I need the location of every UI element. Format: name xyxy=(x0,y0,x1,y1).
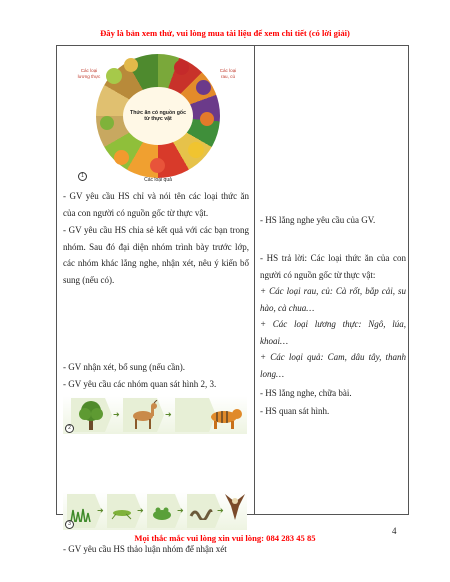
tiger-icon xyxy=(207,404,243,430)
student-step-1: - HS lắng nghe yêu cầu của GV. xyxy=(260,215,376,225)
food-spot xyxy=(196,80,211,95)
food-spot xyxy=(124,58,138,72)
figure-food-chain-2 xyxy=(63,396,247,434)
page-number: 4 xyxy=(392,526,397,536)
food-spot xyxy=(100,116,114,130)
arrow-right-icon: ➜ xyxy=(165,410,172,419)
student-column xyxy=(255,46,408,514)
food-spot xyxy=(106,68,122,84)
student-step-3: + Các loại rau, củ: Cà rốt, bắp cải, su hào, cà chua… xyxy=(260,286,406,313)
student-step-5: + Các loại quả: Cam, dâu tây, thanh long… xyxy=(260,352,406,379)
figure-plant-foods xyxy=(70,50,240,186)
arrow-right-icon: ➜ xyxy=(137,506,144,515)
teacher-step-5: - GV yêu cầu HS thảo luận nhóm để nhận xét xyxy=(63,544,227,554)
contact-banner-bottom: Mọi thắc mắc vui lòng xin vui lòng: 084 283 45 85 xyxy=(134,533,316,543)
preview-banner-top: Đây là bản xem thử, vui lòng mua tài liệu để xem chi tiết (có lời giải) xyxy=(100,28,350,38)
arrow-right-icon: ➜ xyxy=(217,506,224,515)
arrow-right-icon: ➜ xyxy=(97,506,104,515)
figure-number-3: 3 xyxy=(65,520,74,529)
teacher-step-1: - GV yêu cầu HS chỉ và nói tên các loại thức ăn của con người có nguồn gốc từ thực vật. xyxy=(63,191,249,218)
snake-icon xyxy=(189,506,213,520)
label-fruits: Các loại quả xyxy=(144,177,172,183)
teacher-step-4: - GV yêu cầu các nhóm quan sát hình 2, 3. xyxy=(63,379,217,389)
figure-number-1: 1 xyxy=(78,172,87,181)
teacher-step-2: - GV yêu cầu HS chia sẻ kết quả với các bạn trong nhóm. Sau đó đại diện nhóm trình bày trước lớp, các nhóm khác lắng nghe, nhận xét, nêu ý kiến bổ sung (nếu có). xyxy=(63,225,249,285)
student-step-7: - HS quan sát hình. xyxy=(260,406,330,416)
arrow-right-icon: ➜ xyxy=(113,410,120,419)
eagle-icon xyxy=(223,492,247,528)
student-step-2: - HS trả lời: Các loại thức ăn của con người có nguồn gốc từ thực vật: xyxy=(260,253,406,280)
tree-icon xyxy=(77,399,105,431)
grass-icon xyxy=(69,508,93,522)
food-spot xyxy=(150,158,165,173)
label-vegetables: Các loại rau, củ xyxy=(219,68,237,79)
grasshopper-icon xyxy=(110,506,134,520)
teacher-step-3: - GV nhận xét, bổ sung (nếu cần). xyxy=(63,362,186,372)
food-spot xyxy=(200,112,214,126)
food-spot xyxy=(114,150,129,165)
food-spot xyxy=(174,60,189,75)
student-step-6: - HS lắng nghe, chữa bài. xyxy=(260,388,352,398)
frog-icon xyxy=(150,505,174,521)
food-spot xyxy=(188,142,204,158)
arrow-right-icon: ➜ xyxy=(177,506,184,515)
deer-icon xyxy=(129,400,159,430)
figure-number-2: 2 xyxy=(65,424,74,433)
figure-food-chain-3 xyxy=(63,492,247,530)
circle-center-label: Thức ăn có nguồn gốc từ thực vật xyxy=(123,87,193,145)
label-grains: Các loại lương thực xyxy=(77,68,101,79)
student-step-4: + Các loại lương thực: Ngô, lúa, khoai… xyxy=(260,319,406,346)
